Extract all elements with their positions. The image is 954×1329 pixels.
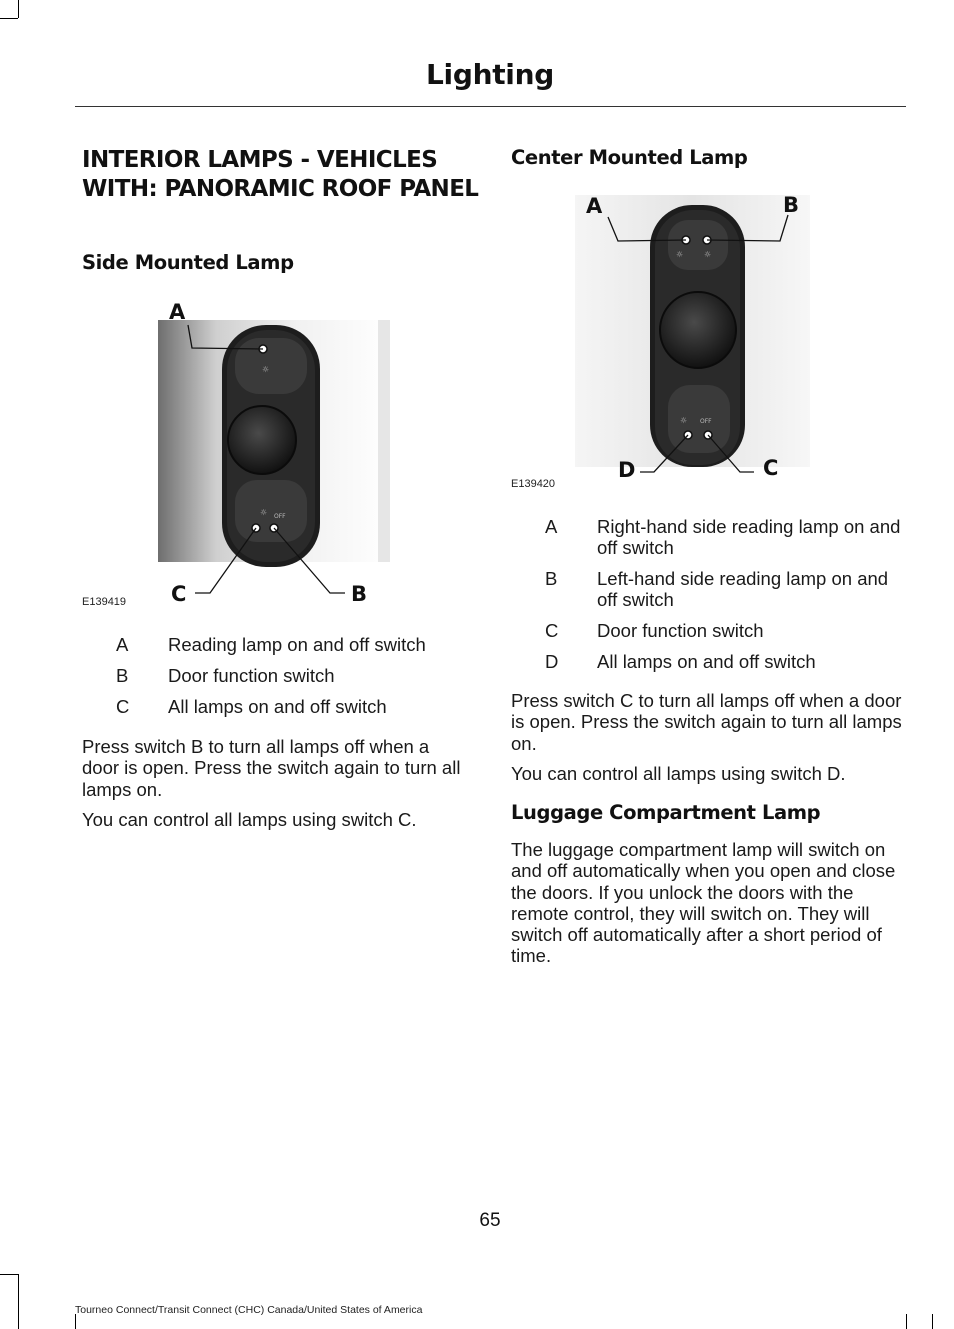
legend-row — [545, 620, 905, 641]
legend-letter: C — [116, 695, 130, 717]
center-callout-d: D — [618, 458, 636, 482]
luggage-lamp-paragraph: The luggage compartment lamp will switch on and off automatically when you open and close the doors. If you unlock the doors with the remote control, they will switch on. They will switch off automatically after a short period of time. — [511, 839, 896, 967]
legend-row — [116, 696, 476, 717]
svg-text:☼: ☼ — [704, 250, 712, 259]
side-figure-code: E139419 — [82, 596, 127, 608]
svg-text:☼: ☼ — [676, 250, 684, 259]
side-callout-a: A — [169, 300, 186, 324]
crop-mark-bottom-right-v2 — [932, 1314, 933, 1329]
center-callout-b: B — [783, 193, 800, 217]
page-number: 65 — [479, 1210, 501, 1231]
svg-text:☼: ☼ — [680, 416, 688, 425]
legend-letter: A — [545, 516, 558, 537]
center-callout-c: C — [763, 456, 779, 480]
crop-mark-top-left-h — [0, 18, 18, 19]
crop-mark-bottom-left-v — [18, 1274, 19, 1329]
footer-text: Tourneo Connect/Transit Connect (CHC) Canada/United States of America — [75, 1304, 423, 1316]
page-header-title: Lighting — [426, 58, 554, 91]
center-lamp-heading: Center Mounted Lamp — [511, 146, 748, 169]
center-callout-a: A — [586, 194, 603, 218]
svg-text:OFF: OFF — [700, 418, 712, 425]
center-lamp-figure — [560, 185, 870, 485]
legend-text: All lamps on and off switch — [168, 695, 387, 717]
crop-mark-bottom-right-v1 — [906, 1314, 907, 1329]
side-lamp-paragraph-1: Press switch B to turn all lamps off when a door is open. Press the switch again to turn all lamps on. — [82, 736, 461, 800]
legend-row — [116, 665, 476, 686]
center-figure-code: E139420 — [511, 478, 556, 490]
legend-text: Reading lamp on and off switch — [168, 634, 426, 655]
svg-text:OFF: OFF — [274, 513, 286, 520]
side-callout-b: B — [351, 582, 368, 606]
side-lamp-heading: Side Mounted Lamp — [82, 251, 294, 274]
side-lamp-paragraph-2: You can control all lamps using switch C. — [82, 809, 417, 830]
side-callout-c: C — [171, 582, 187, 606]
center-lamp-legend — [545, 516, 905, 673]
legend-text: Door function switch — [597, 620, 764, 642]
legend-text: Door function switch — [168, 664, 335, 686]
legend-letter: A — [116, 634, 129, 655]
crop-mark-top-left-v — [18, 0, 19, 18]
section-title: INTERIOR LAMPS - VEHICLES WITH: PANORAMIC ROOF PANEL — [82, 147, 479, 202]
center-lamp-paragraph-1: Press switch C to turn all lamps off when a door is open. Press the switch again to turn all lamps on. — [511, 690, 902, 754]
luggage-lamp-heading: Luggage Compartment Lamp — [511, 801, 821, 824]
center-lamp-paragraph-2: You can control all lamps using switch D. — [511, 763, 846, 784]
legend-row — [545, 516, 905, 559]
svg-text:☼: ☼ — [260, 508, 268, 517]
crop-mark-bottom-mid-v — [75, 1314, 76, 1329]
legend-row — [545, 568, 905, 611]
legend-letter: D — [545, 651, 559, 673]
svg-text:☼: ☼ — [262, 365, 270, 374]
legend-row — [545, 651, 905, 672]
legend-letter: B — [545, 568, 558, 590]
legend-text: All lamps on and off switch — [597, 651, 816, 673]
legend-letter: B — [116, 664, 129, 686]
legend-text: Right-hand side reading lamp on and off switch — [597, 516, 901, 559]
crop-mark-bottom-left-h — [0, 1274, 18, 1275]
legend-row — [116, 634, 476, 655]
side-lamp-figure — [150, 300, 450, 600]
side-lamp-legend — [116, 634, 476, 717]
header-rule — [75, 106, 906, 107]
legend-text: Left-hand side reading lamp on and off switch — [597, 568, 889, 611]
legend-letter: C — [545, 620, 559, 642]
